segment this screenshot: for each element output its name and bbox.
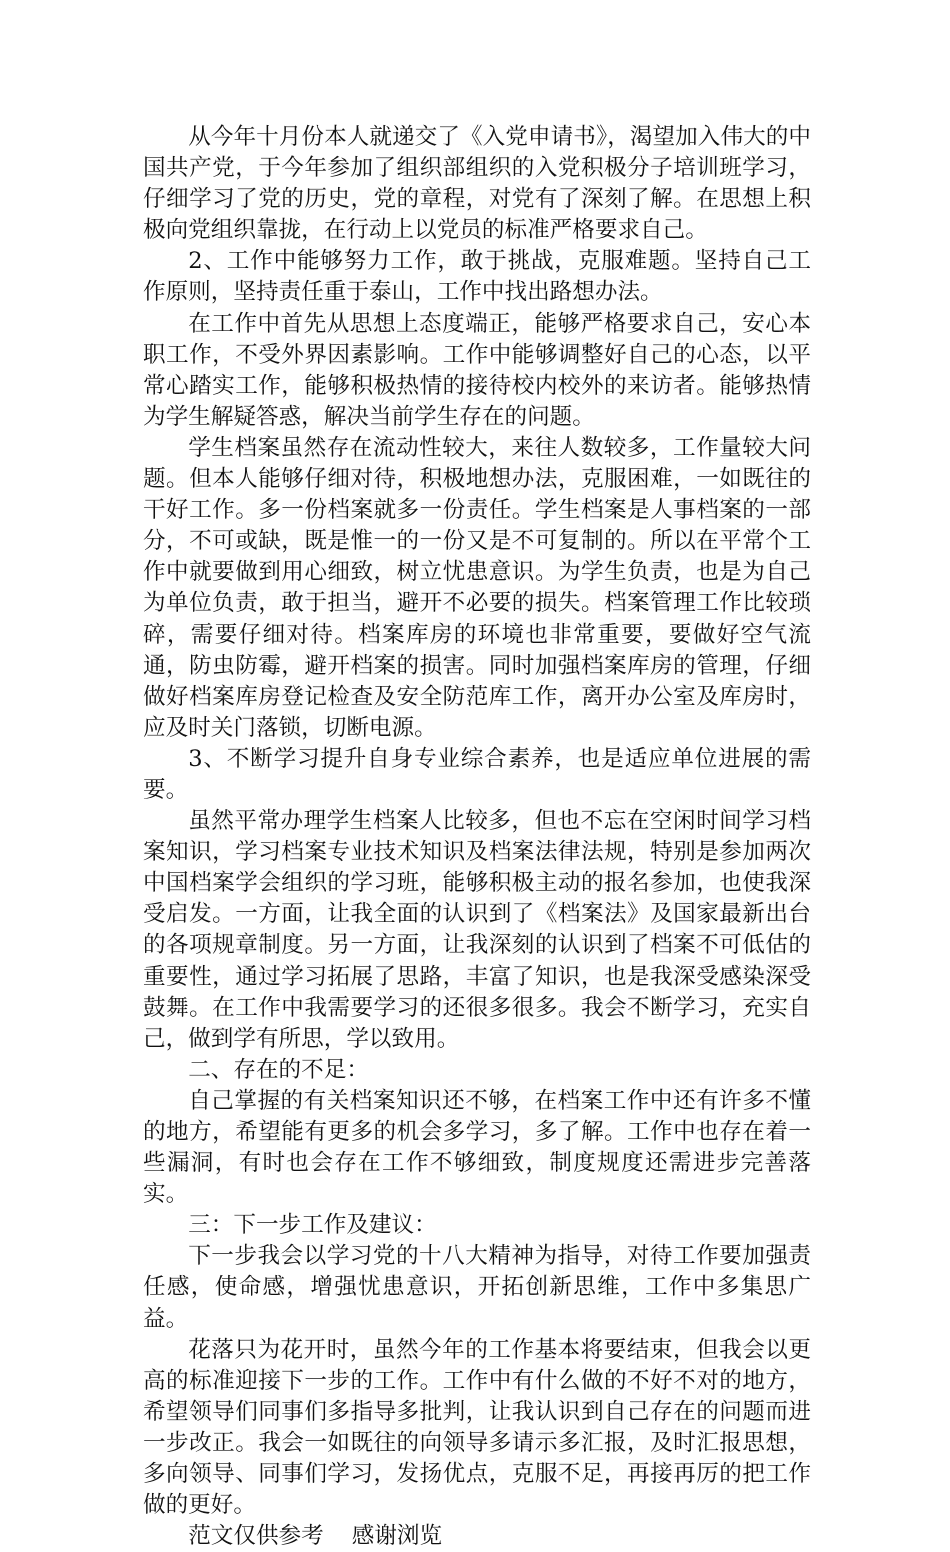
paragraph-section-2-heading: 2、工作中能够努力工作，敢于挑战，克服难题。坚持自己工作原则，坚持责任重于泰山，工作中找出路想办法。 <box>143 248 811 306</box>
paragraph-next-steps-heading: 三：下一步工作及建议： <box>188 1212 437 1239</box>
paragraph-shortcomings-heading: 二、存在的不足： <box>188 1056 369 1083</box>
footer-thanks-text: 感谢浏览 <box>351 1523 443 1550</box>
footer-note <box>143 1521 811 1552</box>
paragraph-student-archives: 学生档案虽然存在流动性较大，来往人数较多，工作量较大问题。但本人能够仔细对待，积极地想办法，克服困难，一如既往的干好工作。多一份档案就多一份责任。学生档案是人事档案的一部分，不可或缺，既是惟一的一份又是不可复制的。所以在平常个工作中就要做到用心细致，树立忧患意识。为学生负责，也是为自己为单位负责，敢于担当，避开不必要的损失。档案管理工作比较琐碎，需要仔细对待。档案库房的环境也非常重要，要做好空气流通，防虫防霉，避开档案的损害。同时加强档案库房的管理，仔细做好档案库房登记检查及安全防范库工作，离开办公室及库房时，应及时关门落锁，切断电源。 <box>143 434 811 741</box>
document-body <box>143 122 811 1552</box>
paragraph-closing: 花落只为花开时，虽然今年的工作基本将要结束，但我会以更高的标准迎接下一步的工作。工作中有什么做的不好不对的地方，希望领导们同事们多指导多批判，让我认识到自己存在的问题而进一步改正。我会一如既往的向领导多请示多汇报，及时汇报思想，多向领导、同事们学习，发扬优点，克服不足，再接再厉的把工作做的更好。 <box>143 1336 811 1519</box>
paragraph-section-3-heading: 3、不断学习提升自身专业综合素养，也是适应单位进展的需要。 <box>143 745 811 803</box>
paragraph-next-steps: 下一步我会以学习党的十八大精神为指导，对待工作要加强责任感，使命感，增强忧患意识，开拓创新思维，工作中多集思广益。 <box>143 1243 811 1332</box>
footer-reference-text: 范文仅供参考 <box>188 1523 324 1550</box>
paragraph-party-application: 从今年十月份本人就递交了《入党申请书》，渴望加入伟大的中国共产党，于今年参加了组织部组织的入党积极分子培训班学习，仔细学习了党的历史，党的章程，对党有了深刻了解。在思想上积极向党组织靠拢，在行动上以党员的标准严格要求自己。 <box>143 124 811 244</box>
paragraph-shortcomings: 自己掌握的有关档案知识还不够，在档案工作中还有许多不懂的地方，希望能有更多的机会多学习，多了解。工作中也存在着一些漏洞，有时也会存在工作不够细致，制度规度还需进步完善落实。 <box>143 1087 811 1208</box>
paragraph-work-attitude: 在工作中首先从思想上态度端正，能够严格要求自己，安心本职工作，不受外界因素影响。工作中能够调整好自己的心态，以平常心踏实工作，能够积极热情的接待校内校外的来访者。能够热情为学生解疑答惑，解决当前学生存在的问题。 <box>143 310 811 430</box>
paragraph-learning: 虽然平常办理学生档案人比较多，但也不忘在空闲时间学习档案知识，学习档案专业技术知识及档案法律法规，特别是参加两次中国档案学会组织的学习班，能够积极主动的报名参加，也使我深受启发。一方面，让我全面的认识到了《档案法》及国家最新出台的各项规章制度。另一方面，让我深刻的认识到了档案不可低估的重要性，通过学习拓展了思路，丰富了知识，也是我深受感染深受鼓舞。在工作中我需要学习的还很多很多。我会不断学习，充实自己，做到学有所思，学以致用。 <box>143 808 811 1052</box>
